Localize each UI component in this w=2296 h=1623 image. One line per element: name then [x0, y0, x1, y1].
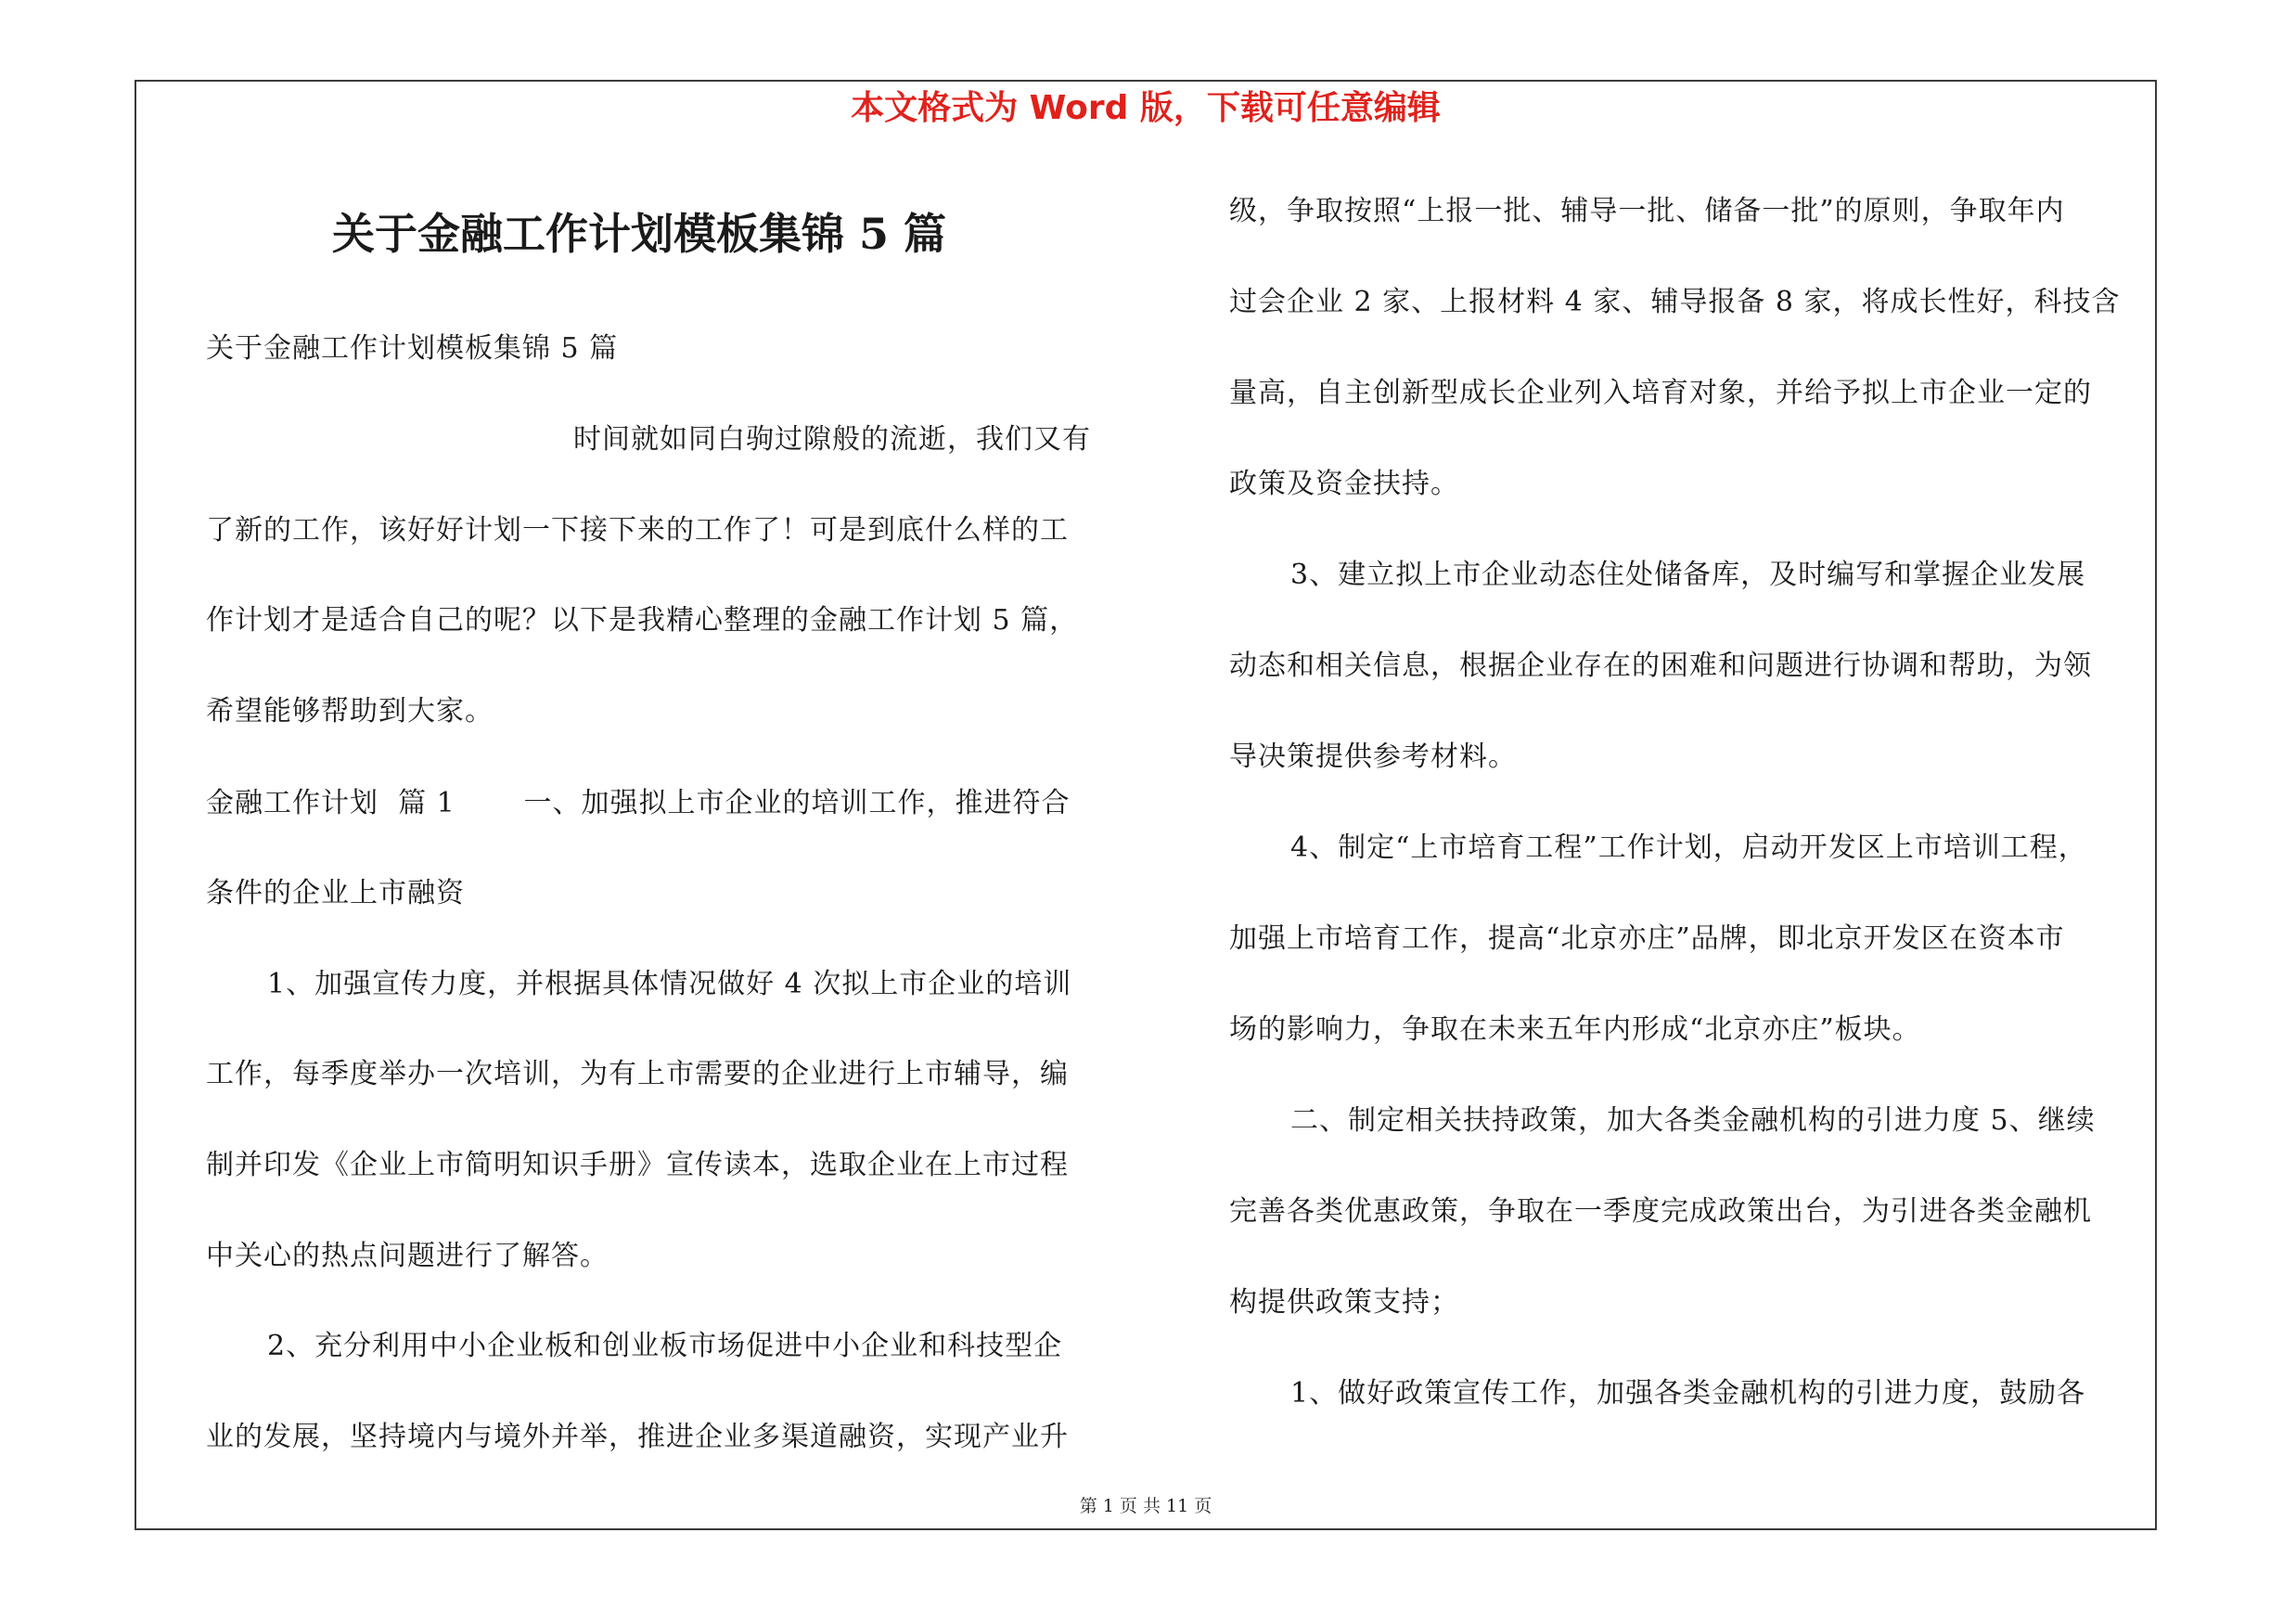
format-banner: 本文格式为 Word 版，下载可任意编辑	[851, 89, 1441, 127]
paragraph-line: 2、充分利用中小企业板和创业板市场促进中小企业和科技型企	[267, 1330, 1063, 1362]
paragraph-line: 3、建立拟上市企业动态住处储备库，及时编写和掌握企业发展	[1290, 559, 2086, 591]
subtitle-line: 关于金融工作计划模板集锦 5 篇	[206, 332, 619, 365]
paragraph-line: 时间就如同白驹过隙般的流逝，我们又有	[573, 423, 1091, 456]
paragraph-line: 构提供政策支持；	[1229, 1286, 1459, 1319]
paragraph-line: 动态和相关信息，根据企业存在的困难和问题进行协调和帮助，为领	[1229, 650, 2092, 682]
paragraph-line: 中关心的热点问题进行了解答。	[206, 1240, 609, 1272]
paragraph-line: 完善各类优惠政策，争取在一季度完成政策出台，为引进各类金融机	[1229, 1195, 2092, 1228]
paragraph-line: 4、制定“上市培育工程”工作计划，启动开发区上市培训工程，	[1290, 831, 2087, 864]
paragraph-line: 希望能够帮助到大家。	[206, 695, 494, 728]
paragraph-line: 量高，自主创新型成长企业列入培育对象，并给予拟上市企业一定的	[1229, 377, 2092, 409]
page-number-footer: 第 1 页 共 11 页	[1079, 1496, 1212, 1516]
paragraph-line: 工作，每季度举办一次培训，为有上市需要的企业进行上市辅导，编	[206, 1058, 1069, 1090]
paragraph-line: 作计划才是适合自己的呢？以下是我精心整理的金融工作计划 5 篇，	[206, 604, 1079, 637]
paragraph-line: 政策及资金扶持。	[1229, 468, 1459, 500]
paragraph-line: 条件的企业上市融资	[206, 877, 465, 909]
section-heading-line: 二、制定相关扶持政策，加大各类金融机构的引进力度 5、继续	[1290, 1104, 2096, 1137]
paragraph-line: 业的发展，坚持境内与境外并举，推进企业多渠道融资，实现产业升	[206, 1421, 1069, 1453]
paragraph-line: 了新的工作，该好好计划一下接下来的工作了！可是到底什么样的工	[206, 514, 1069, 547]
paragraph-line: 场的影响力，争取在未来五年内形成“北京亦庄”板块。	[1229, 1013, 1921, 1046]
section-heading-line: 金融工作计划 篇 1 一、加强拟上市企业的培训工作，推进符合	[206, 787, 1071, 819]
paragraph-line: 导决策提供参考材料。	[1229, 741, 1517, 773]
paragraph-line: 级，争取按照“上报一批、辅导一批、储备一批”的原则，争取年内	[1229, 195, 2065, 227]
paragraph-line: 加强上市培育工作，提高“北京亦庄”品牌，即北京开发区在资本市	[1229, 922, 2065, 955]
paragraph-line: 1、加强宣传力度，并根据具体情况做好 4 次拟上市企业的培训	[267, 968, 1072, 1000]
paragraph-line: 制并印发《企业上市简明知识手册》宣传读本，选取企业在上市过程	[206, 1149, 1069, 1181]
document-title: 关于金融工作计划模板集锦 5 篇	[332, 209, 947, 259]
paragraph-line: 1、做好政策宣传工作，加强各类金融机构的引进力度，鼓励各	[1290, 1377, 2086, 1410]
paragraph-line: 过会企业 2 家、上报材料 4 家、辅导报备 8 家，将成长性好，科技含	[1229, 286, 2121, 318]
